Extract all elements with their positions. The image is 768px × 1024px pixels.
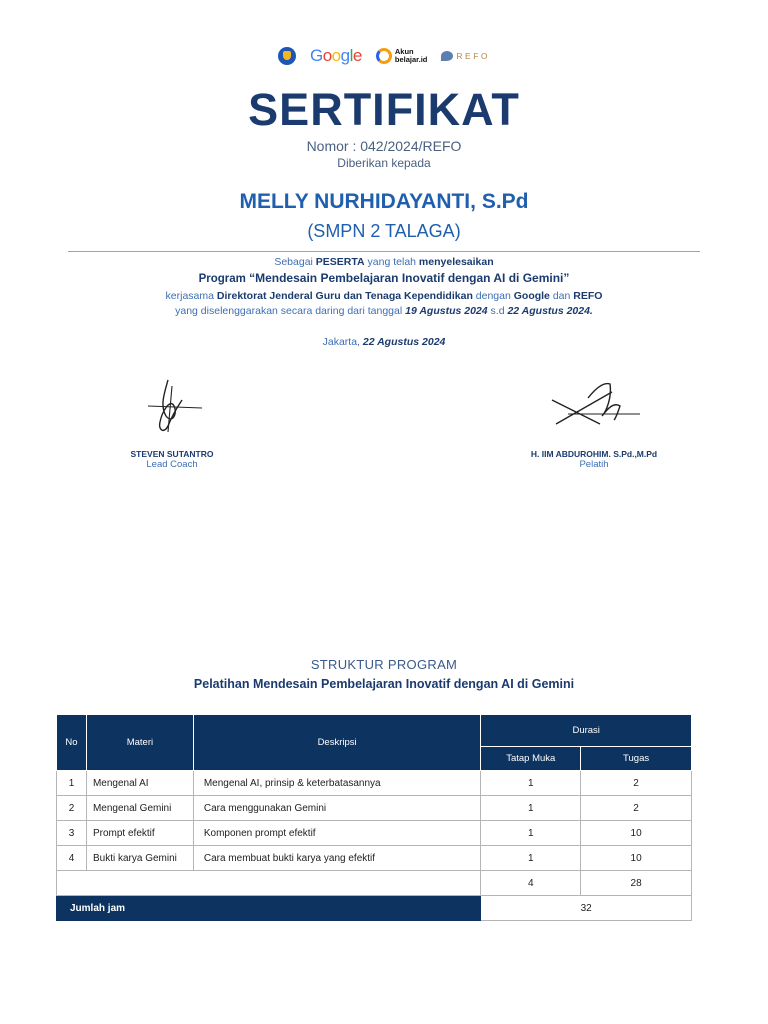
google-letter: G xyxy=(309,46,323,65)
google-letter: g xyxy=(340,46,350,65)
left-signatory-name: STEVEN SUTANTRO xyxy=(130,449,214,459)
right-signatory xyxy=(494,449,694,470)
directorate-name: Direktorat Jenderal Guru dan Tenaga Kependidikan xyxy=(216,290,473,302)
refo-mark-icon xyxy=(441,51,453,61)
partnership-line xyxy=(0,290,768,302)
table-row xyxy=(57,846,692,871)
program-structure-heading: STRUKTUR PROGRAM xyxy=(310,657,458,672)
subtotal-tugas: 28 xyxy=(581,871,692,896)
text-segment: dengan xyxy=(472,290,514,302)
text-segment: dan xyxy=(549,290,574,302)
text-segment: yang diselenggarakan secara daring dari tanggal xyxy=(175,305,406,317)
header-deskripsi: Deskripsi xyxy=(193,715,481,771)
subtotal-empty-cell xyxy=(57,871,481,896)
google-letter: l xyxy=(349,46,353,65)
cell-tatap-muka: 1 xyxy=(481,771,581,796)
text-segment: s.d xyxy=(487,305,508,317)
partner-refo: REFO xyxy=(573,290,603,302)
cell-tugas: 10 xyxy=(581,821,692,846)
partner-logos xyxy=(0,46,768,66)
header-tatap-muka: Tatap Muka xyxy=(481,747,581,771)
place-date-line xyxy=(0,336,768,348)
subtotal-tatap-muka: 4 xyxy=(481,871,581,896)
issue-date: 22 Agustus 2024 xyxy=(362,336,446,348)
refo-logo-text: REFO xyxy=(456,51,491,61)
recipient-name: MELLY NURHIDAYANTI, S.Pd xyxy=(239,190,529,213)
left-signature-icon xyxy=(138,376,208,438)
header-materi: Materi xyxy=(86,715,193,771)
cell-materi: Mengenal AI xyxy=(86,771,193,796)
cell-tugas: 2 xyxy=(581,796,692,821)
refo-logo xyxy=(441,51,490,61)
cell-no: 3 xyxy=(57,821,87,846)
akun-logo-line1: Akun xyxy=(394,47,414,56)
cell-tugas: 2 xyxy=(581,771,692,796)
place: Jakarta, xyxy=(322,336,363,348)
cell-materi: Mengenal Gemini xyxy=(86,796,193,821)
program-structure-subtitle: Pelatihan Mendesain Pembelajaran Inovatif dengan AI di Gemini xyxy=(193,677,575,691)
role-text: PESERTA xyxy=(315,256,365,268)
google-letter: o xyxy=(331,46,341,65)
cell-deskripsi: Komponen prompt efektif xyxy=(193,821,481,846)
table-row xyxy=(57,821,692,846)
program-label: Program xyxy=(198,273,250,285)
cell-deskripsi: Cara membuat bukti karya yang efektif xyxy=(193,846,481,871)
akun-belajar-icon xyxy=(376,48,392,64)
completed-text: menyelesaikan xyxy=(418,256,494,268)
akun-belajar-logo xyxy=(376,48,428,64)
header-durasi: Durasi xyxy=(481,715,692,747)
cell-deskripsi: Cara menggunakan Gemini xyxy=(193,796,481,821)
left-signatory xyxy=(72,449,272,470)
right-signatory-role: Pelatih xyxy=(579,459,609,470)
certificate-title: SERTIFIKAT xyxy=(248,84,520,135)
header-no: No xyxy=(57,715,87,771)
google-logo xyxy=(310,46,362,66)
right-signatory-name: H. IIM ABDUROHIM. S.Pd.,M.Pd xyxy=(530,449,658,459)
total-row xyxy=(57,896,692,921)
participant-line xyxy=(0,256,768,268)
kemdikbud-logo-icon xyxy=(278,47,296,65)
text-segment: kerjasama xyxy=(165,290,217,302)
divider xyxy=(68,251,700,252)
recipient-school: (SMPN 2 TALAGA) xyxy=(307,221,461,241)
certificate-number: Nomor : 042/2024/REFO xyxy=(306,138,462,154)
total-value: 32 xyxy=(481,896,692,921)
subtotal-row xyxy=(57,871,692,896)
google-letter: o xyxy=(322,46,332,65)
cell-no: 1 xyxy=(57,771,87,796)
cell-no: 2 xyxy=(57,796,87,821)
given-to-label: Diberikan kepada xyxy=(337,156,431,170)
table-row xyxy=(57,796,692,821)
text-segment: Sebagai xyxy=(274,256,316,268)
cell-materi: Prompt efektif xyxy=(86,821,193,846)
cell-no: 4 xyxy=(57,846,87,871)
cell-deskripsi: Mengenal AI, prinsip & keterbatasannya xyxy=(193,771,481,796)
table-row xyxy=(57,771,692,796)
header-tugas: Tugas xyxy=(581,747,692,771)
right-signature-icon xyxy=(548,378,642,430)
date-range-line xyxy=(0,305,768,317)
program-table xyxy=(56,714,692,921)
cell-tatap-muka: 1 xyxy=(481,796,581,821)
start-date: 19 Agustus 2024 xyxy=(405,305,488,317)
google-letter: e xyxy=(352,46,362,65)
cell-tatap-muka: 1 xyxy=(481,821,581,846)
partner-google: Google xyxy=(513,290,550,302)
program-name: “Mendesain Pembelajaran Inovatif dengan AI di Gemini” xyxy=(249,271,570,285)
cell-materi: Bukti karya Gemini xyxy=(86,846,193,871)
text-segment: yang telah xyxy=(364,256,419,268)
akun-logo-line2: belajar.id xyxy=(394,55,428,64)
cell-tugas: 10 xyxy=(581,846,692,871)
cell-tatap-muka: 1 xyxy=(481,846,581,871)
total-label: Jumlah jam xyxy=(57,896,481,921)
program-line xyxy=(0,271,768,285)
left-signatory-role: Lead Coach xyxy=(146,459,198,470)
end-date: 22 Agustus 2024. xyxy=(507,305,593,317)
